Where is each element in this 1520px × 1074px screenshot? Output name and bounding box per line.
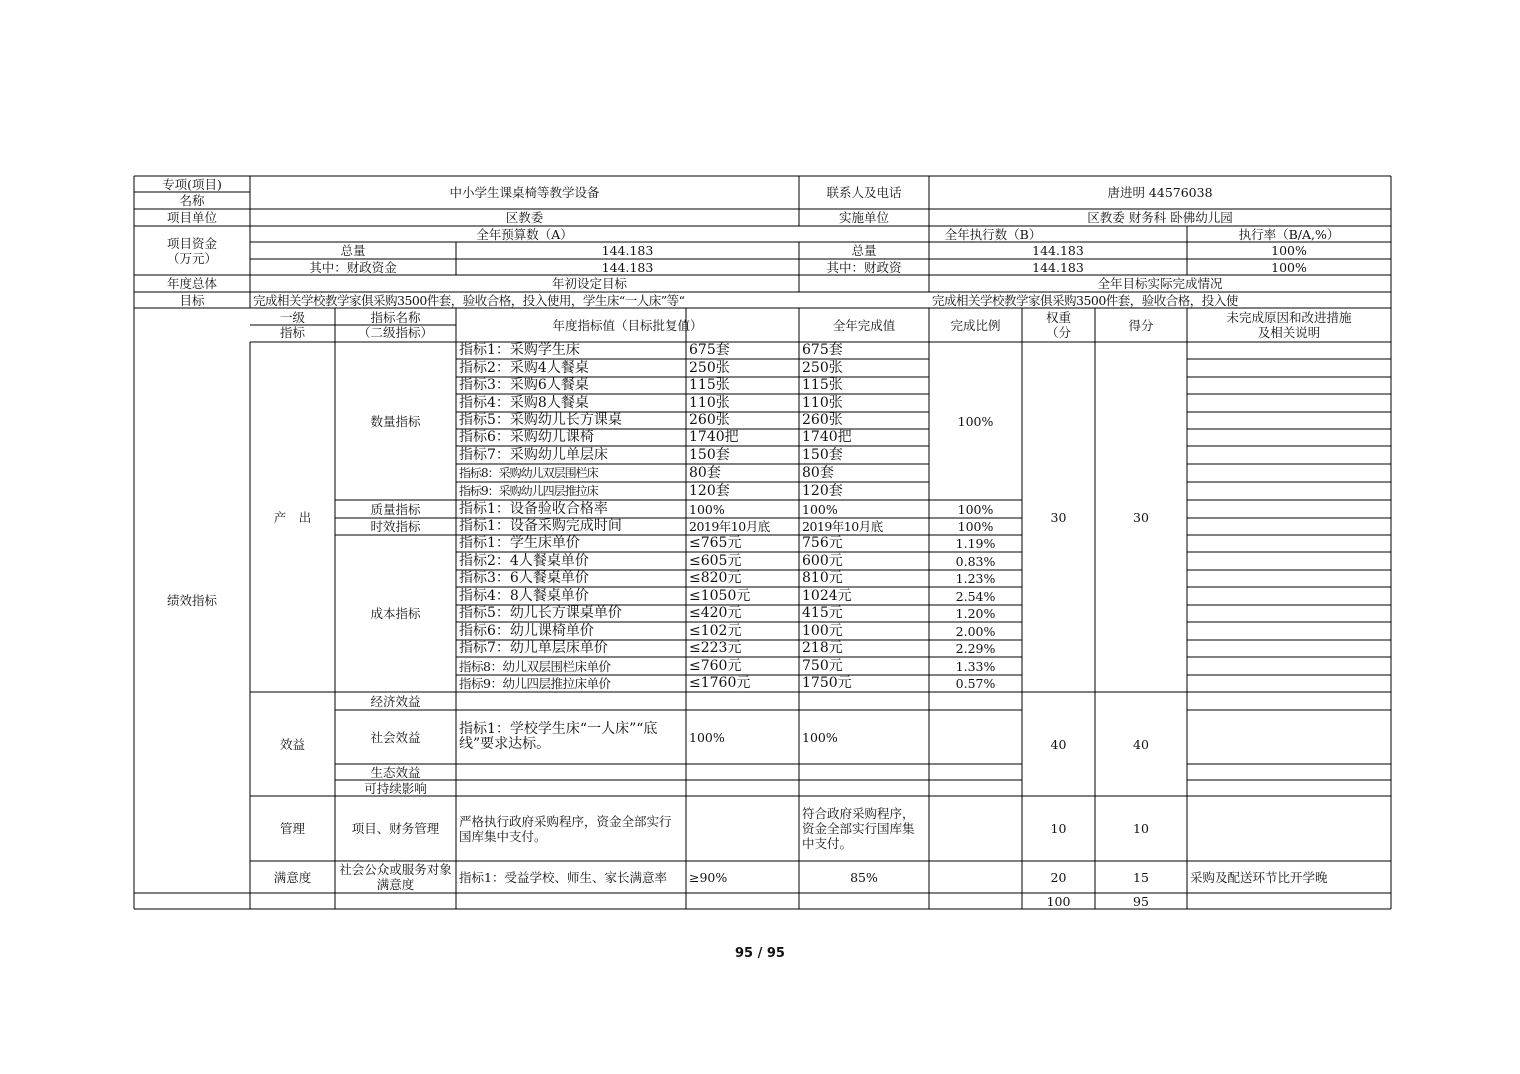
total-score: 95 <box>1133 893 1149 909</box>
quantity-name: 指标1：采购学生床 <box>459 342 580 358</box>
col-reason: 未完成原因和改进措施 及相关说明 <box>1226 310 1352 340</box>
exec-fiscal: 144.183 <box>1032 259 1084 275</box>
project-name: 中小学生课桌椅等教学设备 <box>449 185 600 200</box>
mgmt-target: 严格执行政府采购程序，资金全部实行国库集中支付。 <box>459 813 672 844</box>
impl-value: 区教委 财务科 卧佛幼儿园 <box>1087 210 1233 225</box>
mgmt-score: 10 <box>1133 821 1149 836</box>
quantity-name: 指标2：采购4人餐桌 <box>459 359 589 376</box>
quantity-name: 指标7：采购幼儿单层床 <box>459 446 608 463</box>
quantity-target: 110张 <box>689 394 730 411</box>
cost-name: 指标4：8人餐桌单价 <box>459 587 589 604</box>
cost-ratio: 1.23% <box>955 571 996 586</box>
quantity-target: 1740把 <box>689 429 739 445</box>
cost-actual: 750元 <box>802 657 843 674</box>
cost-name: 指标9：幼儿四层推拉床单价 <box>459 676 611 691</box>
cost-actual: 415元 <box>802 605 843 621</box>
initial-goal-text: 完成相关学校教学家俱采购3500件套，验收合格，投入使用，学生床“一人床”等“ <box>253 292 685 308</box>
col-ratio: 完成比例 <box>950 317 1001 333</box>
quality-name: 指标1：设备验收合格率 <box>459 500 608 517</box>
goals-label-2: 目标 <box>179 292 205 308</box>
quantity-target: 120套 <box>689 482 730 499</box>
exec-label: 全年执行数（B） <box>944 226 1042 242</box>
quantity-actual: 260张 <box>802 412 843 428</box>
output-label: 产 出 <box>273 509 312 525</box>
quality-target: 100% <box>689 501 725 517</box>
timely-actual: 2019年10月底 <box>802 519 883 534</box>
unit-value: 区教委 <box>505 210 544 225</box>
cost-name: 指标1：学生床单价 <box>459 535 580 551</box>
mgmt-name: 项目、财务管理 <box>351 821 440 836</box>
quantity-actual: 1740把 <box>802 429 852 445</box>
mgmt-label: 管理 <box>279 821 305 836</box>
cost-target: ≤765元 <box>689 535 742 551</box>
impl-label: 实施单位 <box>838 210 889 225</box>
sat-name: 社会公众或服务对象满意度 <box>339 862 452 892</box>
exec-fiscal-label: 其中：财政资 <box>826 259 902 275</box>
perf-label: 绩效指标 <box>166 593 217 608</box>
quantity-actual: 250张 <box>802 359 843 376</box>
actual-goal-label: 全年目标实际完成情况 <box>1097 276 1223 291</box>
cost-ratio: 1.20% <box>955 606 996 621</box>
quantity-name: 指标6：采购幼儿课椅 <box>459 429 594 445</box>
cost-actual: 756元 <box>802 535 843 551</box>
cost-target: ≤1760元 <box>689 675 751 691</box>
actual-goal-text: 完成相关学校教学家俱采购3500件套，验收合格，投入使 <box>932 292 1238 308</box>
sat-reason: 采购及配送环节比开学晚 <box>1190 869 1328 885</box>
col-target-extra <box>686 308 799 342</box>
cost-actual: 600元 <box>802 552 843 569</box>
exec-total-label: 总量 <box>851 243 877 258</box>
sat-target: ≥90% <box>689 869 728 885</box>
quantity-name: 指标9：采购幼儿四层推拉床 <box>459 483 598 498</box>
cost-ratio: 1.33% <box>955 658 996 674</box>
quantity-actual: 110张 <box>802 394 843 411</box>
total-weight: 100 <box>1046 893 1071 909</box>
budget-total: 144.183 <box>601 243 654 258</box>
sat-label: 满意度 <box>273 869 312 885</box>
cost-name: 指标6：幼儿课椅单价 <box>459 622 594 639</box>
quantity-target: 115张 <box>689 377 730 393</box>
cost-name: 指标8：幼儿双层围栏床单价 <box>459 658 611 674</box>
budget-label: 全年预算数（A） <box>476 226 573 242</box>
budget-total-label: 总量 <box>340 243 366 258</box>
quantity-actual: 115张 <box>802 377 843 393</box>
timely-target: 2019年10月底 <box>689 519 770 534</box>
cost-actual: 1024元 <box>802 587 852 604</box>
quantity-name: 指标8：采购幼儿双层围栏床 <box>459 465 598 480</box>
timely-ratio: 100% <box>957 519 994 534</box>
cost-target: ≤605元 <box>689 552 742 569</box>
cost-target: ≤223元 <box>689 640 742 656</box>
cost-ratio: 2.54% <box>955 588 996 604</box>
sustain-label: 可持续影响 <box>364 780 427 796</box>
cost-target: ≤102元 <box>689 622 742 639</box>
contact-value: 唐进明 44576038 <box>1107 185 1213 200</box>
contact-label: 联系人及电话 <box>826 185 902 200</box>
cost-ratio: 2.00% <box>955 623 996 639</box>
sat-score: 15 <box>1133 869 1149 885</box>
col-score: 得分 <box>1128 317 1154 333</box>
cost-actual: 100元 <box>802 622 843 639</box>
cost-name: 指标3：6人餐桌单价 <box>459 570 589 586</box>
col-name: 指标名称 （二级指标） <box>357 310 433 340</box>
exec-total: 144.183 <box>1032 243 1084 258</box>
quantity-target: 150套 <box>689 446 730 463</box>
cost-target: ≤1050元 <box>689 587 751 604</box>
social-label: 社会效益 <box>370 729 421 745</box>
cost-ratio: 1.19% <box>955 536 996 551</box>
quantity-target: 675套 <box>689 342 730 358</box>
rate-label: 执行率（B/A,%） <box>1238 226 1340 242</box>
quality-label: 质量指标 <box>370 501 421 517</box>
sat-weight: 20 <box>1050 869 1067 885</box>
sat-target-name: 指标1：受益学校、师生、家长满意率 <box>459 869 667 885</box>
social-target: 100% <box>689 729 725 745</box>
col-weight: 权重 （分 <box>1045 310 1071 340</box>
timely-name: 指标1：设备采购完成时间 <box>459 518 622 534</box>
quantity-actual: 150套 <box>802 446 843 463</box>
mgmt-weight: 10 <box>1050 821 1067 836</box>
cost-ratio: 2.29% <box>955 641 996 656</box>
name-label: 名称 <box>179 193 205 208</box>
quantity-target: 80套 <box>689 464 721 481</box>
cost-target: ≤760元 <box>689 657 742 674</box>
sat-actual: 85% <box>850 869 878 885</box>
cost-label: 成本指标 <box>370 606 421 621</box>
quantity-actual: 80套 <box>802 464 834 481</box>
col-level1: 一级 指标 <box>279 310 305 340</box>
quality-ratio: 100% <box>957 501 994 517</box>
quality-actual: 100% <box>802 501 838 517</box>
cost-name: 指标5：幼儿长方课桌单价 <box>459 605 622 621</box>
goals-label-1: 年度总体 <box>166 276 217 291</box>
quantity-name: 指标5：采购幼儿长方课桌 <box>459 412 622 428</box>
quantity-name: 指标4：采购8人餐桌 <box>459 394 589 411</box>
quantity-name: 指标3：采购6人餐桌 <box>459 377 589 393</box>
cost-name: 指标2：4人餐桌单价 <box>459 552 589 569</box>
quantity-target: 250张 <box>689 359 730 376</box>
quantity-actual: 120套 <box>802 482 843 499</box>
quantity-ratio: 100% <box>957 413 994 429</box>
cost-ratio: 0.83% <box>955 553 996 569</box>
quantity-target: 260张 <box>689 412 730 428</box>
project-label: 专项(项目) <box>162 176 222 192</box>
benefit-score: 40 <box>1133 736 1149 752</box>
unit-label: 项目单位 <box>166 210 217 225</box>
cost-name: 指标7：幼儿单层床单价 <box>459 640 608 656</box>
cost-actual: 810元 <box>802 570 843 586</box>
output-score: 30 <box>1133 509 1149 525</box>
social-name: 指标1：学校学生床“一人床”“底线”要求达标。 <box>459 721 658 752</box>
eco-label: 生态效益 <box>370 764 421 780</box>
timely-label: 时效指标 <box>370 519 421 534</box>
cost-actual: 218元 <box>802 640 843 656</box>
initial-goal-label: 年初设定目标 <box>551 276 627 291</box>
col-actual: 全年完成值 <box>832 317 896 333</box>
mgmt-actual: 符合政府采购程序，资金全部实行国库集中支付。 <box>802 806 915 851</box>
rate-fiscal: 100% <box>1271 259 1307 275</box>
social-actual: 100% <box>802 729 838 745</box>
output-weight: 30 <box>1050 509 1067 525</box>
col-target: 年度指标值（目标批复值） <box>552 317 703 333</box>
quantity-label: 数量指标 <box>370 413 421 429</box>
cost-actual: 1750元 <box>802 675 852 691</box>
budget-fiscal-label: 其中：财政资金 <box>309 259 397 275</box>
budget-fiscal: 144.183 <box>601 259 654 275</box>
funds-label: 项目资金 （万元） <box>166 235 217 266</box>
quantity-actual: 675套 <box>802 342 843 358</box>
economic-label: 经济效益 <box>370 693 421 709</box>
rate-total: 100% <box>1271 243 1307 258</box>
benefit-label: 效益 <box>279 736 305 752</box>
benefit-weight: 40 <box>1050 736 1067 752</box>
cost-target: ≤820元 <box>689 570 742 586</box>
cost-target: ≤420元 <box>689 605 742 621</box>
page-number: 95 / 95 <box>735 946 785 961</box>
cost-ratio: 0.57% <box>955 676 996 691</box>
